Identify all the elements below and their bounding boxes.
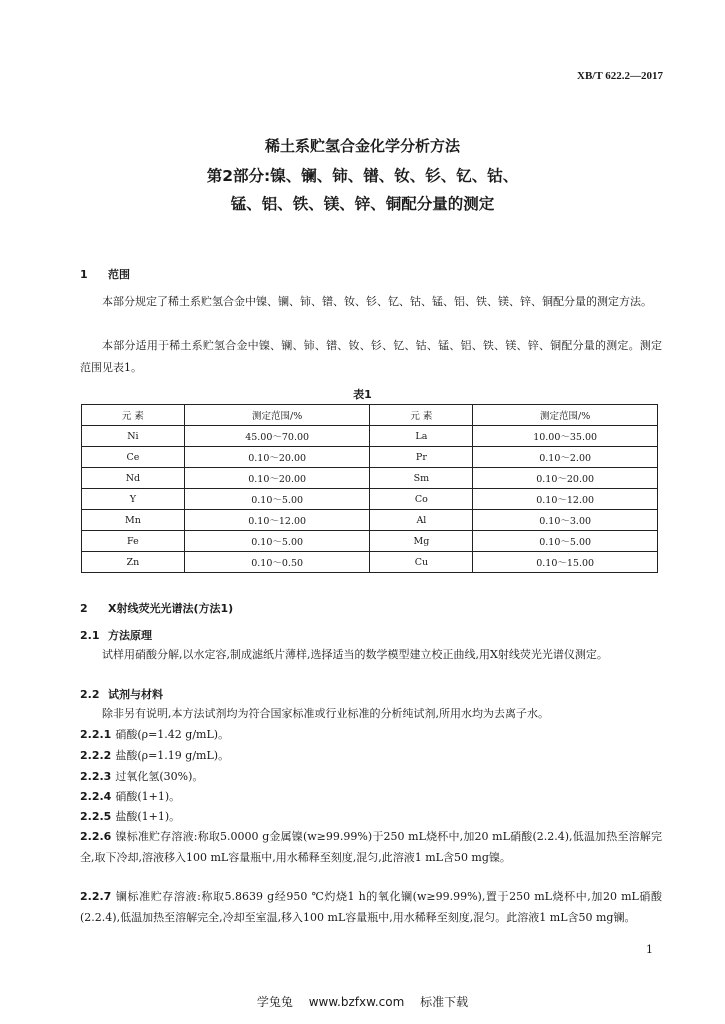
document-title-line-3: 锰、铝、铁、镁、锌、铜配分量的测定: [230, 195, 495, 213]
table-row: [82, 426, 658, 447]
item-text: 过氧化氢(30%)。: [115, 770, 204, 783]
document-title-line-1: 稀土系贮氢合金化学分析方法: [264, 137, 460, 155]
subsection-2-2-heading: [80, 686, 163, 702]
reagent-item: [80, 786, 662, 807]
document-title-line-2: 第2部分:镍、镧、铈、镨、钕、钐、钇、钴、: [206, 167, 519, 185]
range-cell: 0.10～5.00: [184, 531, 370, 552]
header-element: 元 素: [370, 405, 473, 426]
item-number: 2.2.2: [80, 749, 112, 762]
table-header-row: [82, 405, 658, 426]
element-cell: Fe: [82, 531, 185, 552]
header-range: 测定范围/%: [184, 405, 370, 426]
reagent-item: [80, 806, 662, 827]
section-number: 1: [80, 268, 88, 281]
element-cell: Y: [82, 489, 185, 510]
item-number: 2.2.3: [80, 770, 112, 783]
item-text: 硝酸(1+1)。: [115, 790, 181, 803]
section-number: 2: [80, 602, 88, 615]
element-cell: Pr: [370, 447, 473, 468]
item-text: 镍标准贮存溶液:称取5.0000 g金属镍(w≥99.99%)于250 mL烧杯中,加20 mL硝酸(2.2.4),低温加热至溶解完全,取下冷却,溶液移入100 mL容量瓶中,用水稀释至刻度,混匀,此溶液1 mL含50 mg镍。: [80, 830, 662, 864]
element-cell: Ni: [82, 426, 185, 447]
element-cell: Sm: [370, 468, 473, 489]
range-cell: 0.10～20.00: [184, 468, 370, 489]
subsection-number: 2.1: [80, 629, 100, 642]
footer-watermark: [0, 993, 725, 1010]
item-text: 硝酸(ρ=1.42 g/mL)。: [115, 728, 230, 741]
range-cell: 0.10～3.00: [473, 510, 658, 531]
item-text: 盐酸(1+1)。: [115, 810, 181, 823]
standard-number: XB/T 622.2—2017: [577, 70, 663, 82]
range-cell: 0.10～12.00: [184, 510, 370, 531]
range-cell: 0.10～5.00: [184, 489, 370, 510]
element-cell: Al: [370, 510, 473, 531]
reagent-item: [80, 766, 662, 787]
section-2-heading: [80, 600, 233, 616]
element-cell: Co: [370, 489, 473, 510]
section-title: X射线荧光光谱法(方法1): [108, 602, 234, 615]
measurement-range-table: [81, 404, 658, 573]
table-row: [82, 468, 658, 489]
table-row: [82, 510, 658, 531]
footer-tagline: 标准下载: [420, 995, 469, 1009]
range-cell: 0.10～5.00: [473, 531, 658, 552]
table-row: [82, 447, 658, 468]
footer-site-name: 学兔兔: [256, 995, 293, 1009]
header-range: 测定范围/%: [473, 405, 658, 426]
item-number: 2.2.7: [80, 890, 112, 903]
table-row: [82, 531, 658, 552]
item-text: 盐酸(ρ=1.19 g/mL)。: [115, 749, 230, 762]
item-number: 2.2.6: [80, 830, 112, 843]
range-cell: 45.00～70.00: [184, 426, 370, 447]
element-cell: Zn: [82, 552, 185, 573]
subsection-2-1-paragraph: 试样用硝酸分解,以水定容,制成滤纸片薄样,选择适当的数学模型建立校正曲线,用X射线荧光光谱仪测定。: [102, 648, 608, 661]
reagent-item: [80, 826, 662, 868]
element-cell: Cu: [370, 552, 473, 573]
subsection-title: 试剂与材料: [108, 688, 163, 701]
range-cell: 0.10～0.50: [184, 552, 370, 573]
page-number: 1: [646, 943, 653, 956]
section-title: 范围: [108, 268, 130, 281]
range-cell: 0.10～20.00: [184, 447, 370, 468]
section-1-paragraph-1: 本部分规定了稀土系贮氢合金中镍、镧、铈、镨、钕、钐、钇、钴、锰、铝、铁、镁、锌、铜配分量的测定方法。: [102, 295, 652, 308]
range-cell: 0.10～15.00: [473, 552, 658, 573]
element-cell: Nd: [82, 468, 185, 489]
subsection-2-1-heading: [80, 627, 152, 643]
element-cell: Ce: [82, 447, 185, 468]
subsection-2-2-paragraph: 除非另有说明,本方法试剂均为符合国家标准或行业标准的分析纯试剂,所用水均为去离子水。: [102, 707, 549, 720]
reagent-item: [80, 745, 662, 766]
range-cell: 0.10～20.00: [473, 468, 658, 489]
section-1-paragraph-2: 本部分适用于稀土系贮氢合金中镍、镧、铈、镨、钕、钐、钇、钴、锰、铝、铁、镁、锌、铜配分量的测定。测定范围见表1。: [80, 339, 662, 374]
footer-url[interactable]: www.bzfxw.com: [308, 995, 405, 1009]
subsection-number: 2.2: [80, 688, 100, 701]
item-number: 2.2.1: [80, 728, 112, 741]
header-element: 元 素: [82, 405, 185, 426]
table-row: [82, 552, 658, 573]
item-number: 2.2.4: [80, 790, 112, 803]
element-cell: Mg: [370, 531, 473, 552]
item-number: 2.2.5: [80, 810, 112, 823]
range-cell: 10.00～35.00: [473, 426, 658, 447]
section-1-heading: [80, 266, 130, 282]
element-cell: Mn: [82, 510, 185, 531]
table-row: [82, 489, 658, 510]
table-caption: 表1: [353, 388, 372, 401]
reagent-item: [80, 724, 662, 745]
element-cell: La: [370, 426, 473, 447]
reagent-item: [80, 886, 662, 928]
item-text: 镧标准贮存溶液:称取5.8639 g经950 ℃灼烧1 h的氧化镧(w≥99.99%),置于250 mL烧杯中,加20 mL硝酸(2.2.4),低温加热至溶解完全,冷却至室温,移入100 mL容量瓶中,用水稀释至刻度,混匀。此溶液1 mL含50 mg镧。: [80, 890, 662, 924]
range-cell: 0.10～2.00: [473, 447, 658, 468]
subsection-title: 方法原理: [108, 629, 152, 642]
range-cell: 0.10～12.00: [473, 489, 658, 510]
